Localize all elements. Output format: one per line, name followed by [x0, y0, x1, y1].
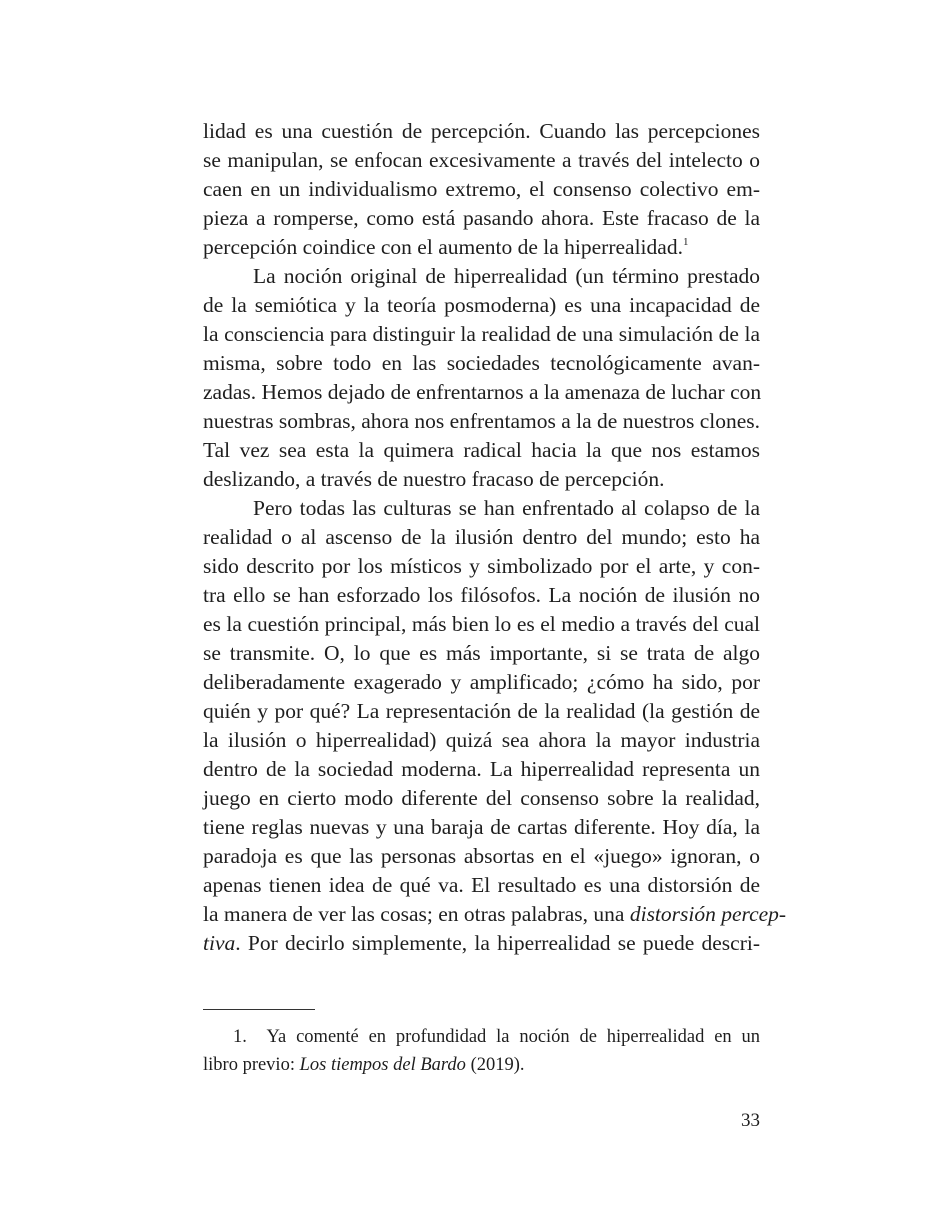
text-line: tra ello se han esforzado los filósofos. La noción de ilusión no [203, 583, 760, 607]
text-line: zadas. Hemos dejado de enfrentarnos a la amenaza de luchar con [203, 380, 762, 404]
text-line: quién y por qué? La representación de la realidad (la gestión de [203, 699, 760, 723]
page-number: 33 [741, 1110, 760, 1131]
text-line: pieza a romperse, como está pasando ahora. Este fracaso de la [203, 206, 760, 230]
text-line: misma, sobre todo en las sociedades tecnológicamente avan- [203, 351, 760, 375]
text-line: sido descrito por los místicos y simbolizado por el arte, y con- [203, 554, 760, 578]
book-title: Los tiempos del Bardo [299, 1055, 466, 1075]
text-line: se manipulan, se enfocan excesivamente a través del intelecto o [203, 148, 760, 172]
text-line [203, 233, 760, 262]
footnote-line [203, 1023, 760, 1051]
text-line: tiene reglas nuevas y una baraja de cartas diferente. Hoy día, la [203, 815, 760, 839]
body-text [203, 117, 787, 958]
text-line: la consciencia para distinguir la realidad de una simulación de la [203, 322, 760, 346]
text-line: juego en cierto modo diferente del consenso sobre la realidad, [203, 786, 760, 810]
text-line: deslizando, a través de nuestro fracaso de percepción. [203, 467, 665, 491]
text-line: Tal vez sea esta la quimera radical hacia la que nos estamos [203, 438, 760, 462]
footnotes [203, 1023, 760, 1079]
text-line: paradoja es que las personas absortas en el «juego» ignoran, o [203, 844, 760, 868]
text-line: apenas tienen idea de qué va. El resultado es una distorsión de [203, 873, 760, 897]
text-line: la ilusión o hiperrealidad) quizá sea ahora la mayor industria [203, 728, 760, 752]
text-line [203, 900, 787, 929]
footnote-line [203, 1051, 760, 1079]
paragraph-first-line: Pero todas las culturas se han enfrentado al colapso de la [253, 496, 760, 520]
text-line: dentro de la sociedad moderna. La hiperrealidad representa un [203, 757, 760, 781]
text-segment: la manera de ver las cosas; en otras palabras, una [203, 902, 630, 926]
text-segment: . Por decirlo simplemente, la hiperrealidad se puede descri- [235, 931, 760, 955]
text-line: de la semiótica y la teoría posmoderna) es una incapacidad de [203, 293, 760, 317]
paragraph-first-line: La noción original de hiperrealidad (un término prestado [253, 264, 760, 288]
text-line: nuestras sombras, ahora nos enfrentamos a la de nuestros clones. [203, 409, 761, 433]
footnote-text: libro previo: [203, 1055, 300, 1075]
text-line: lidad es una cuestión de percepción. Cuando las percepciones [203, 119, 760, 143]
text-line: deliberadamente exagerado y amplificado; ¿cómo ha sido, por [203, 670, 760, 694]
footnote-text: Ya comenté en profundidad la noción de hiperrealidad en un [266, 1027, 761, 1047]
footnote-number: 1. [233, 1027, 247, 1047]
text-line [203, 929, 760, 958]
footnote-reference[interactable]: 1 [682, 236, 689, 248]
text-line: caen en un individualismo extremo, el consenso colectivo em- [203, 177, 760, 201]
text-line: se transmite. O, lo que es más importante, si se trata de algo [203, 641, 760, 665]
italic-text: distorsión percep- [629, 902, 787, 926]
text-line: es la cuestión principal, más bien lo es el medio a través del cual [203, 612, 760, 636]
text-line-content: percepción coindice con el aumento de la hiperrealidad. [203, 235, 683, 259]
text-line: realidad o al ascenso de la ilusión dentro del mundo; esto ha [203, 525, 760, 549]
footnote-separator [203, 1009, 315, 1010]
footnote-text: (2019). [465, 1055, 525, 1075]
italic-text: tiva [203, 931, 236, 955]
